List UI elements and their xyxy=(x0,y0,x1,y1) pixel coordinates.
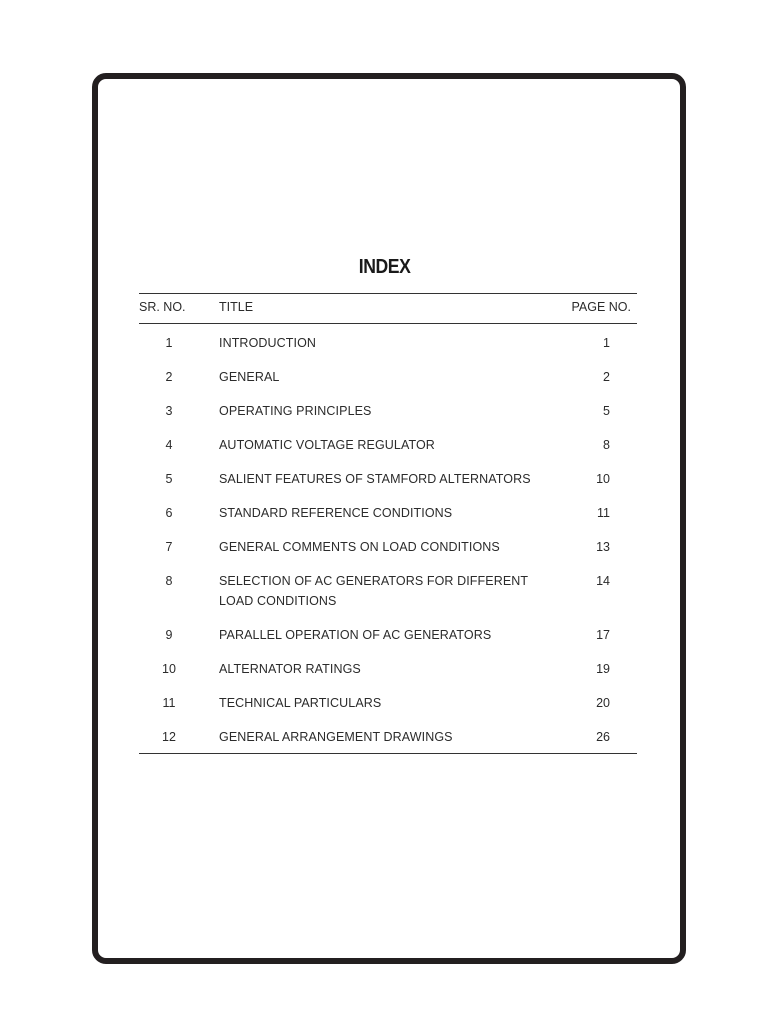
row-sr-no: 8 xyxy=(165,574,173,588)
row-sr-no: 11 xyxy=(162,695,176,710)
table-body xyxy=(139,324,637,753)
row-sr-no: 6 xyxy=(165,506,173,520)
row-page-no: 5 xyxy=(603,404,610,418)
row-sr-no: 9 xyxy=(165,627,173,642)
table-row xyxy=(139,538,637,558)
table-row xyxy=(139,626,637,646)
table-bottom-rule xyxy=(139,753,637,754)
row-title: GENERAL COMMENTS ON LOAD CONDITIONS xyxy=(219,540,500,554)
row-title: TECHNICAL PARTICULARS xyxy=(219,695,382,710)
row-sr-no: 12 xyxy=(162,729,176,744)
row-title: AUTOMATIC VOLTAGE REGULATOR xyxy=(219,438,435,452)
row-page-no: 20 xyxy=(596,695,610,710)
row-sr-no: 1 xyxy=(165,336,173,350)
column-header-title: TITLE xyxy=(219,300,254,314)
row-sr-no: 3 xyxy=(165,404,173,418)
row-page-no: 26 xyxy=(596,729,610,744)
row-title: SALIENT FEATURES OF STAMFORD ALTERNATORS xyxy=(219,472,531,486)
table-row xyxy=(139,728,637,748)
row-title: ALTERNATOR RATINGS xyxy=(219,661,361,676)
row-page-no: 2 xyxy=(603,370,610,384)
column-header-sr-no: SR. NO. xyxy=(139,300,186,314)
row-page-no: 1 xyxy=(603,336,610,350)
table-row xyxy=(139,402,637,422)
row-page-no: 19 xyxy=(596,661,610,676)
index-heading: INDEX xyxy=(358,256,411,278)
row-title: GENERAL xyxy=(219,370,280,384)
index-table xyxy=(139,293,637,754)
row-page-no: 10 xyxy=(596,472,610,486)
column-header-page-no: PAGE NO. xyxy=(571,300,631,314)
row-title: PARALLEL OPERATION OF AC GENERATORS xyxy=(219,627,492,642)
row-page-no: 11 xyxy=(597,506,610,520)
table-row xyxy=(139,334,637,354)
row-page-no: 17 xyxy=(596,627,610,642)
row-title: OPERATING PRINCIPLES xyxy=(219,404,372,418)
row-sr-no: 2 xyxy=(165,370,173,384)
table-row xyxy=(139,660,637,680)
table-row xyxy=(139,368,637,388)
row-title: GENERAL ARRANGEMENT DRAWINGS xyxy=(219,729,453,744)
row-page-no: 13 xyxy=(596,540,610,554)
row-title: STANDARD REFERENCE CONDITIONS xyxy=(219,506,453,520)
table-row xyxy=(139,694,637,714)
table-row xyxy=(139,572,637,611)
table-row xyxy=(139,470,637,490)
row-sr-no: 10 xyxy=(162,661,176,676)
row-page-no: 14 xyxy=(596,574,610,588)
table-header-row xyxy=(139,294,637,323)
row-title: SELECTION OF AC GENERATORS FOR DIFFERENT LOAD CONDITIONS xyxy=(219,574,528,608)
row-sr-no: 7 xyxy=(165,540,173,554)
row-page-no: 8 xyxy=(603,438,610,452)
row-title: INTRODUCTION xyxy=(219,336,317,350)
row-sr-no: 5 xyxy=(165,472,173,486)
table-row xyxy=(139,504,637,524)
row-sr-no: 4 xyxy=(165,438,173,452)
table-row xyxy=(139,436,637,456)
